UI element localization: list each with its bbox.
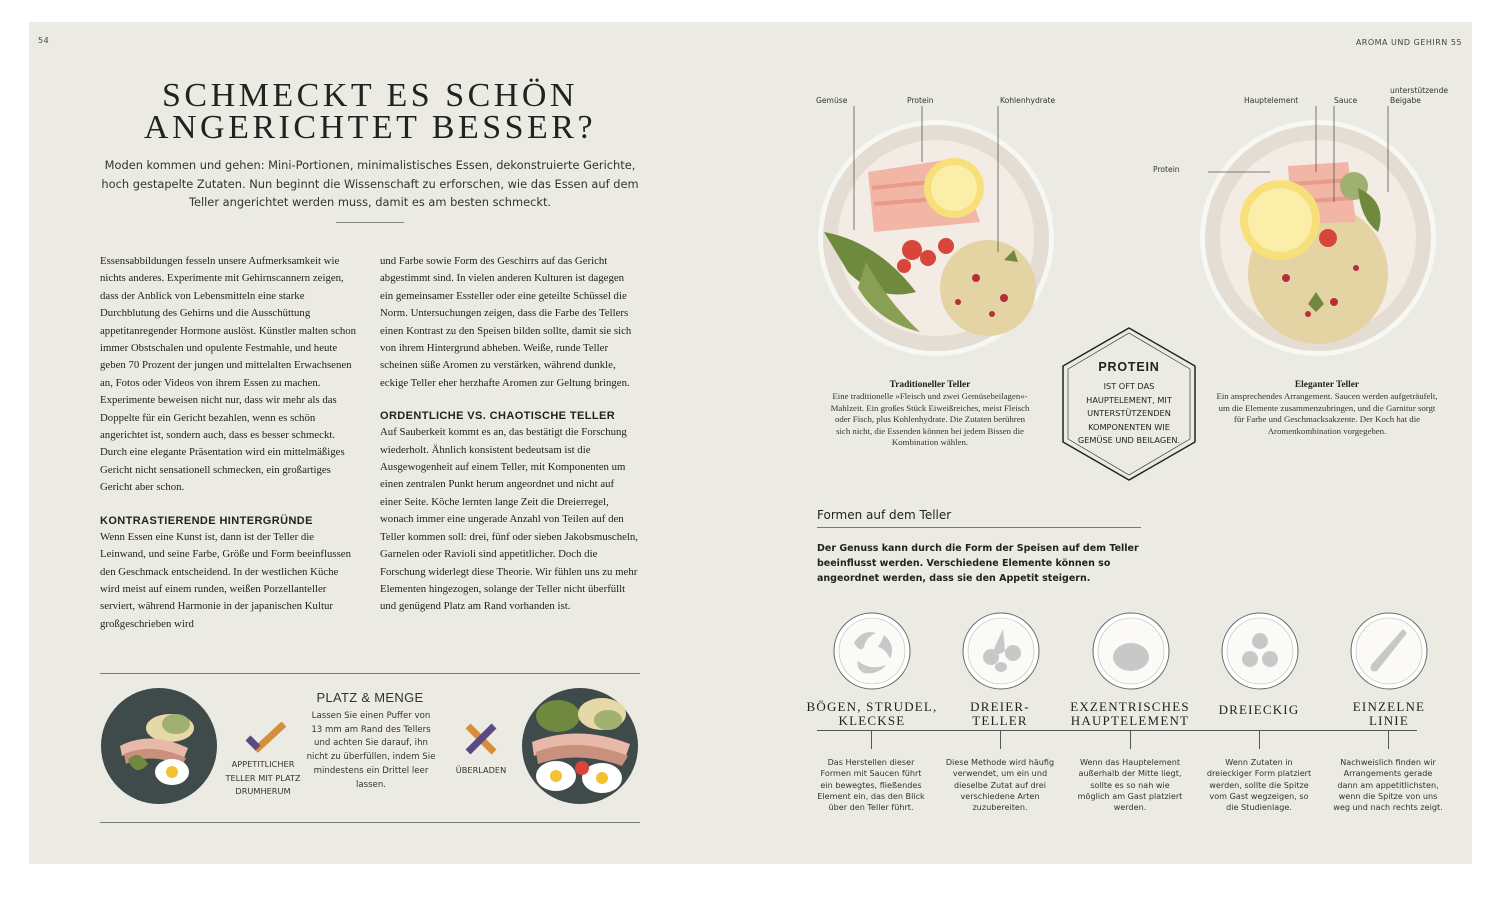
article-title: [100, 77, 640, 146]
timeline-tick: [1259, 731, 1260, 749]
shape-desc-exzentrisch: Wenn das Hauptelement außerhalb der Mitte liegt, sollte es so nah wie möglich am Gast platziert werden.: [1077, 757, 1183, 813]
shape-desc-dreier: Diese Methode wird häufig verwendet, um ein und dieselbe Zutat auf drei verschiedene Arten zuzubereiten.: [945, 757, 1055, 813]
single-line-icon: [1349, 611, 1429, 691]
label-hauptelement: Hauptelement: [1244, 96, 1299, 105]
article-intro: Moden kommen und gehen: Mini-Portionen, minimalistisches Essen, dekonstruierte Gerichte, hoch gestapelte Zutaten. Nun beginnt die Wissenschaft zu erforschen, wie das Essen auf dem Teller angerichtet werden muss, damit es am besten schmeckt.: [101, 158, 639, 209]
text-column-2: [380, 253, 638, 616]
label-kohlenhydrate: Kohlenhydrate: [1000, 96, 1056, 105]
shape-desc-linie: Nachweislich finden wir Arrangements gerade dann am appetitlichsten, wenn die Spitze von uns weg und nach rechts zeigt.: [1333, 757, 1443, 813]
shape-label-exzentrisch: EXZENTRISCHES HAUPTELEMENT: [1070, 699, 1190, 728]
traditional-caption-title: Traditioneller Teller: [889, 380, 971, 390]
box-rule-top: [100, 673, 640, 674]
paragraph: Essensabbildungen fesseln unsere Aufmerksamkeit wie nichts anderes. Experimente mit Gehirnscannern zeigen, dass der Anblick von Lebensmitteln eine starke Durchblutung des Gehirns und die Ausschüttung appetitanregender Hormone auslöst. Künstler malten schon immer Obstschalen und opulente Festmahle, und heute geben 70 Prozent der jungen und mittelalten Erwachsenen an, Fotos oder Videos von ihrem Essen zu machen. Experimente beweisen nicht nur, dass wir mehr als das Doppelte für ein Gericht bezahlen, wenn es schön angerichtet ist, sondern auch, dass es besser schmeckt. Durch eine elegante Präsentation wird ein mittelmäßiges Gericht nicht sensationell schmecken, ein großartiges Gericht aber schon.: [100, 255, 357, 494]
good-plate-label: APPETITLICHER TELLER MIT PLATZ DRUMHERUM: [225, 759, 301, 796]
shapes-timeline: [817, 730, 1417, 731]
timeline-tick: [1388, 731, 1389, 749]
paragraph: Auf Sauberkeit kommt es an, das bestätigt die Forschung wiederholt. Ähnlich konsistent bedeutsam ist die Ausgewogenheit auf einem Teller, mit Komponenten um einen zentralen Punkt herum angeordnet und nicht auf einer Seite. Köche lernten lange Zeit die Dreierregel, wonach immer eine ungerade Anzahl von Teilen auf den Teller kommen soll: drei, fünf oder sieben Jakobsmuscheln, Garnelen oder Ravioli sind appetitlicher. Doch die Forschung widerlegt diese Theorie. Wir fühlen uns zu mehr Elementen hingezogen, solange der Teller nicht überfüllt und genügend Platz am Rand vorhanden ist.: [380, 426, 639, 613]
label-beigabe: unterstützende Beigabe: [1390, 86, 1449, 105]
spacious-plate-illustration: [100, 686, 220, 806]
elegant-caption-title: Eleganter Teller: [1294, 380, 1360, 390]
platz-text: Lassen Sie einen Puffer von 13 mm am Rand des Tellers und achten Sie darauf, ihn nicht zu überfüllen, indem Sie mindestens ein Drittel leer lassen.: [306, 711, 436, 790]
title-line-2: ANGERICHTET BESSER?: [143, 109, 597, 146]
overloaded-plate-illustration: [518, 686, 642, 806]
paragraph: und Farbe sowie Form des Geschirrs auf das Gericht abgestimmt sind. In vielen anderen Kulturen ist dagegen ein gemeinsamer Essteller oder eine geteilte Schüssel die Norm. Untersuchungen zeigen, dass die Farbe des Tellers einen Kontrast zu den Speisen bilden sollte, damit sie sich von ihrem Hintergrund abheben. Weiße, runde Teller scheinen süße Aromen zu verstärken, während dunkle, eckige Teller eher herzhafte Aromen zur Geltung bringen.: [380, 255, 632, 389]
off-center-icon: [1091, 611, 1171, 691]
three-shapes-icon: [961, 611, 1041, 691]
formen-rule: [817, 527, 1141, 528]
traditional-caption-text: Eine traditionelle »Fleisch und zwei Gemüsebeilagen«-Mahlzeit. Ein großes Stück Eiweißreiches, meist Fleisch oder Fisch, plus Kohlenhydrate. Die Zutaten berühren sich nicht, die Essenden können bei jedem Bissen die Kombination wählen.: [830, 391, 1030, 447]
label-protein: Protein: [907, 96, 934, 105]
subheading: ORDENTLICHE VS. CHAOTISCHE TELLER: [380, 410, 616, 423]
elegant-plate: [1200, 106, 1436, 356]
shape-label-boegen: BÖGEN, STRUDEL, KLECKSE: [806, 699, 938, 728]
formen-text: Der Genuss kann durch die Form der Speisen auf dem Teller beeinflusst werden. Verschiedene Elemente können so angeordnet werden, dass sie den Appetit steigern.: [817, 543, 1139, 584]
timeline-tick: [1000, 731, 1001, 749]
box-rule-bottom: [100, 822, 640, 823]
shape-label-linie: EINZELNE LINIE: [1352, 699, 1426, 728]
elegant-caption-text: Ein ansprechendes Arrangement. Saucen werden aufgeträufelt, um die Elemente zusammenzubringen, und die Garnitur sorgt für Farbe und Geschmacksakzente. Der Koch hat die Aromenkombination vorgegeben.: [1216, 391, 1438, 436]
formen-heading: Formen auf dem Teller: [817, 508, 952, 522]
shape-label-dreier: DREIER-TELLER: [970, 699, 1030, 728]
shape-desc-boegen: Das Herstellen dieser Formen mit Saucen führt ein bewegtes, fließendes Element ein, das den Blick über den Teller führt.: [817, 757, 925, 813]
subheading: KONTRASTIERENDE HINTERGRÜNDE: [100, 514, 313, 527]
platz-heading: PLATZ & MENGE: [316, 690, 424, 705]
timeline-tick: [1130, 731, 1131, 749]
cross-mark-icon: [464, 722, 498, 756]
check-mark-icon: [246, 722, 286, 754]
label-sauce: Sauce: [1334, 96, 1358, 105]
traditional-plate: [818, 106, 1054, 356]
shape-label-dreieckig: DREIECKIG: [1218, 702, 1300, 717]
title-line-1: SCHMECKT ES SCHÖN: [162, 77, 578, 114]
page-header-right: AROMA UND GEHIRN 55: [1355, 38, 1462, 47]
swirl-icon: [832, 611, 912, 691]
label-gemuese: Gemüse: [816, 96, 848, 105]
label-protein-elegant: Protein: [1153, 165, 1180, 174]
protein-text: IST OFT DAS HAUPTELEMENT, MIT UNTERSTÜTZENDEN KOMPONENTEN WIE GEMÜSE UND BEILAGEN.: [1077, 381, 1181, 446]
bad-plate-label: ÜBERLADEN: [455, 765, 507, 775]
triangle-dots-icon: [1220, 611, 1300, 691]
page-number-left: 54: [38, 36, 50, 45]
shape-desc-dreieckig: Wenn Zutaten in dreieckiger Form platziert werden, sollte die Spitze vom Gast wegzeigen, so die Studienlage.: [1206, 757, 1312, 813]
protein-heading: PROTEIN: [1098, 360, 1160, 374]
intro-divider: [336, 222, 404, 223]
paragraph: Wenn Essen eine Kunst ist, dann ist der Teller die Leinwand, und seine Farbe, Größe und Form beeinflussen den Geschmack entscheidend. In der westlichen Küche wird meist auf einem runden, weißen Porzellanteller serviert, während Harmonie in der japanischen Kultur großgeschrieben wird: [100, 530, 351, 630]
text-column-1: [100, 253, 358, 633]
timeline-tick: [871, 731, 872, 749]
